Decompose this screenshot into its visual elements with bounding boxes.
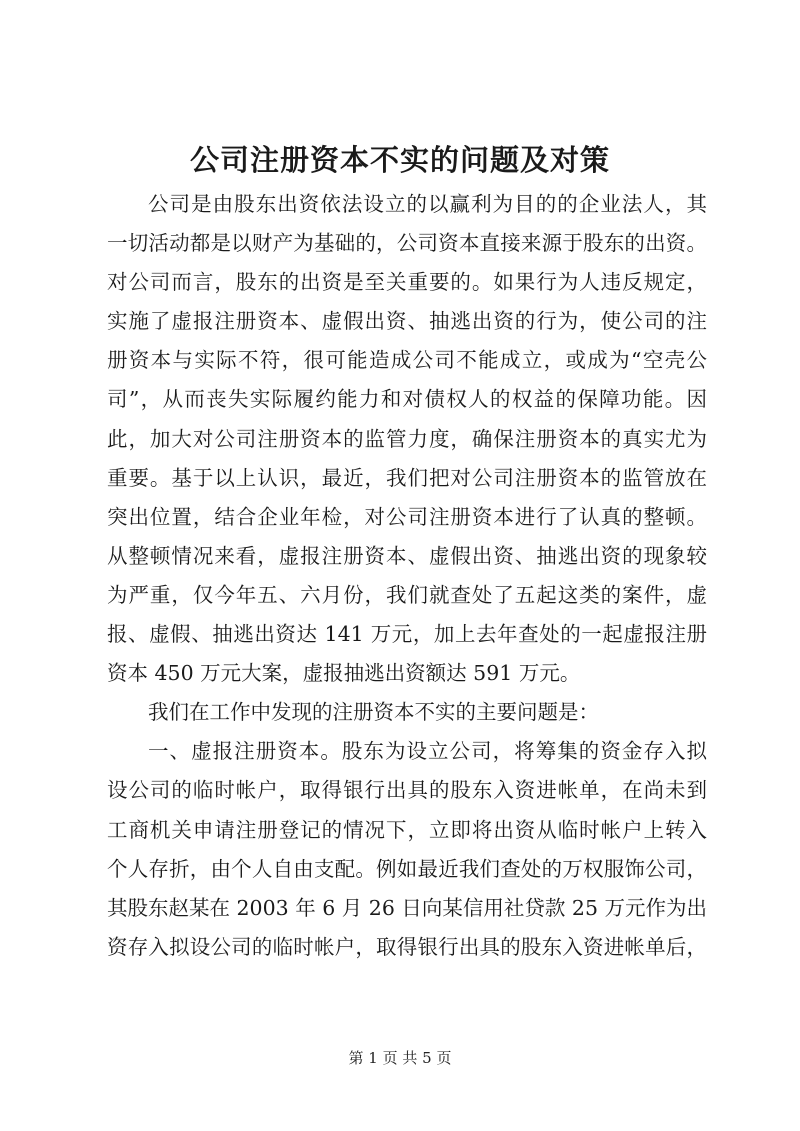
text-line: 报、虚假、抽逃出资达 141 万元，加上去年查处的一起虚报注册 xyxy=(107,622,707,647)
text-line: 资存入拟设公司的临时帐户，取得银行出具的股东入资进帐单后， xyxy=(107,934,707,959)
text-line: 为严重，仅今年五、六月份，我们就查处了五起这类的案件，虚 xyxy=(107,582,707,607)
text-line: 从整顿情况来看，虚报注册资本、虚假出资、抽逃出资的现象较 xyxy=(107,543,707,568)
text-line: 个人存折，由个人自由支配。例如最近我们查处的万权服饰公司， xyxy=(107,856,707,881)
text-line: 一切活动都是以财产为基础的，公司资本直接来源于股东的出资。 xyxy=(107,231,707,256)
text-line: 公司是由股东出资依法设立的以赢利为目的的企业法人，其 xyxy=(148,192,707,216)
text-line: 重要。基于以上认识，最近，我们把对公司注册资本的监管放在 xyxy=(107,465,707,490)
text-line: 工商机关申请注册登记的情况下，立即将出资从临时帐户上转入 xyxy=(107,817,707,842)
text-line: 册资本与实际不符，很可能造成公司不能成立，或成为“空壳公 xyxy=(107,348,707,373)
document-title: 公司注册资本不实的问题及对策 xyxy=(189,143,610,177)
text-line: 实施了虚报注册资本、虚假出资、抽逃出资的行为，使公司的注 xyxy=(107,309,707,334)
text-line: 设公司的临时帐户，取得银行出具的股东入资进帐单，在尚未到 xyxy=(107,778,707,803)
text-line: 对公司而言，股东的出资是至关重要的。如果行为人违反规定， xyxy=(107,270,707,295)
page-footer: 第 1 页 共 5 页 xyxy=(348,1049,452,1067)
text-line: 资本 450 万元大案，虚报抽逃出资额达 591 万元。 xyxy=(107,661,581,686)
text-line: 此，加大对公司注册资本的监管力度，确保注册资本的真实尤为 xyxy=(107,426,707,451)
text-line: 一、虚报注册资本。股东为设立公司，将筹集的资金存入拟 xyxy=(148,739,707,764)
text-line: 其股东赵某在 2003 年 6 月 26 日向某信用社贷款 25 万元作为出 xyxy=(107,895,708,920)
text-line: 司”，从而丧失实际履约能力和对债权人的权益的保障功能。因 xyxy=(107,387,707,412)
text-line: 我们在工作中发现的注册资本不实的主要问题是： xyxy=(148,700,599,725)
document-body xyxy=(107,185,707,967)
text-line: 突出位置，结合企业年检，对公司注册资本进行了认真的整顿。 xyxy=(107,504,707,529)
